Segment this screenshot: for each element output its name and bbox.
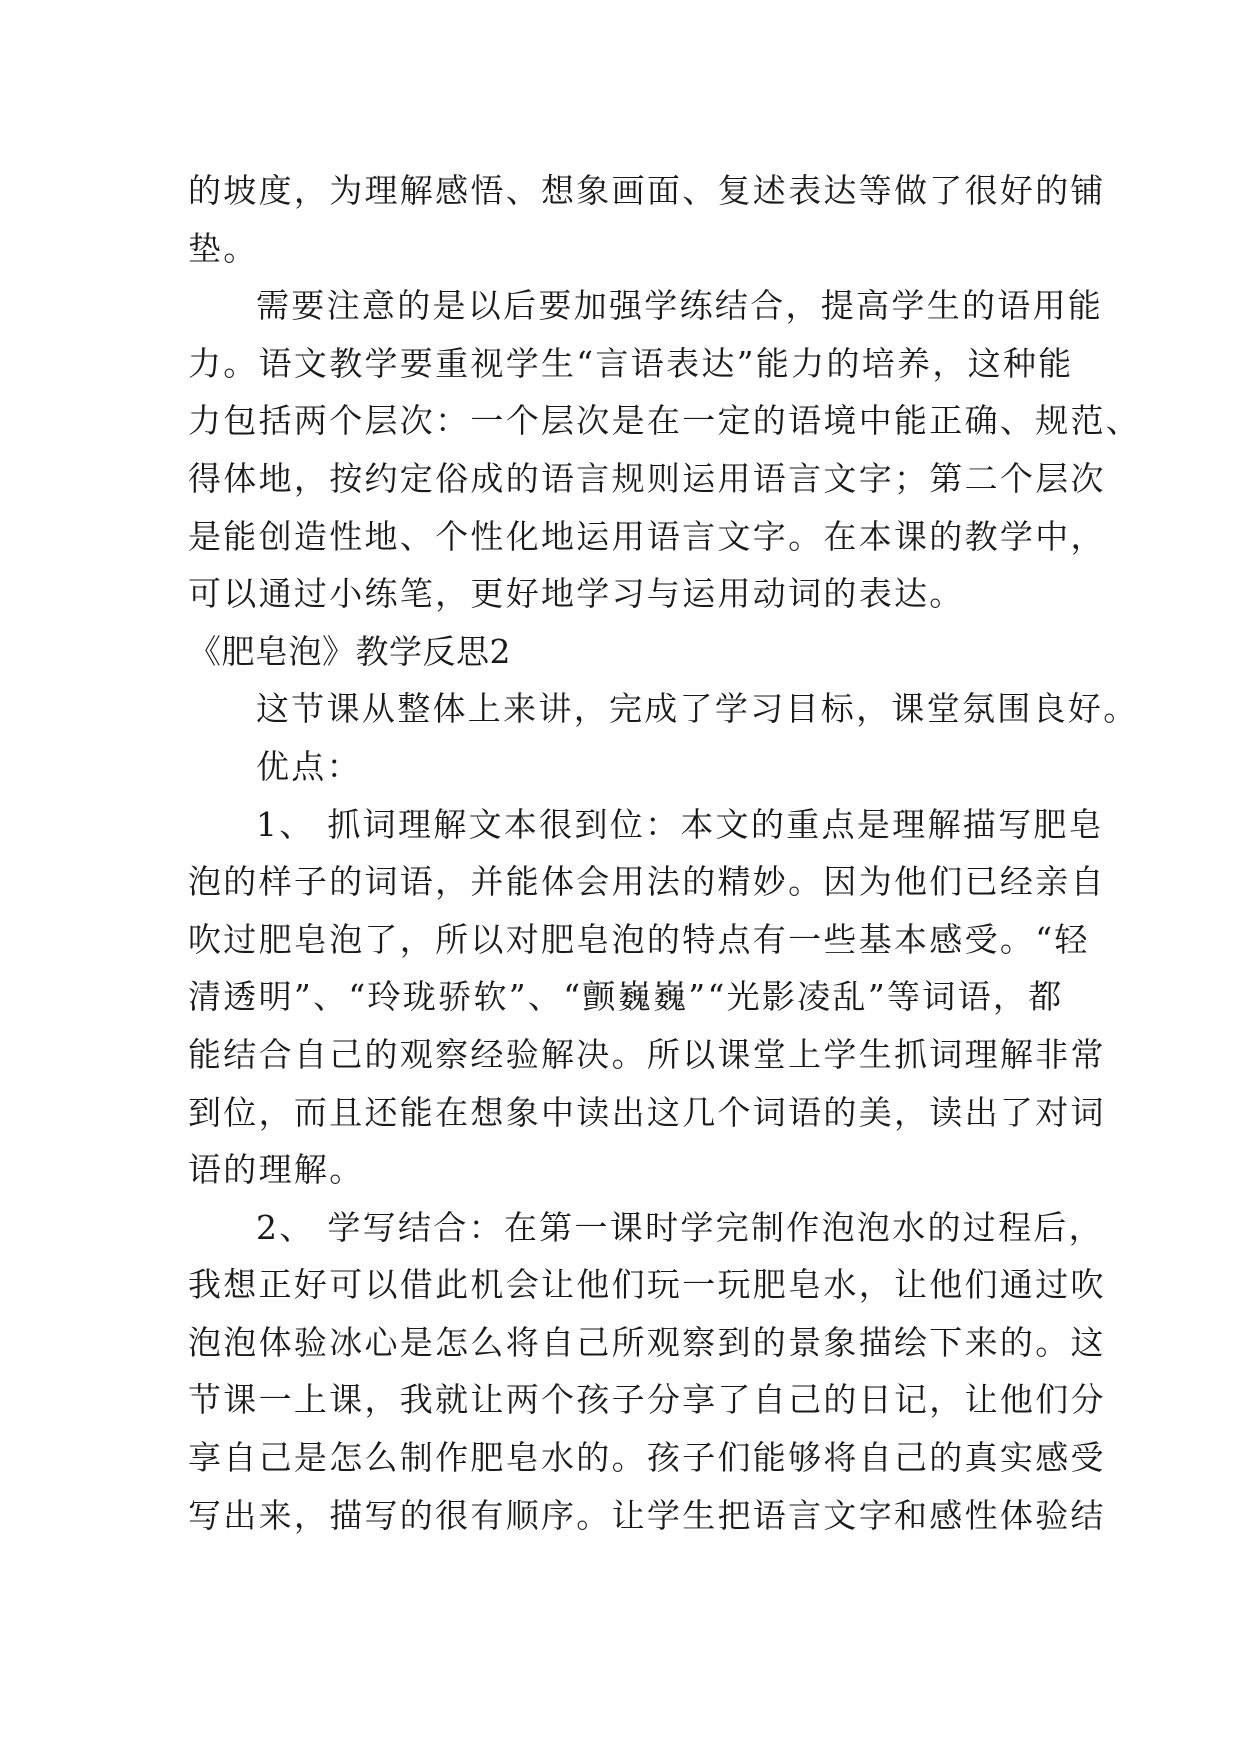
text-line: 这节课从整体上来讲，完成了学习目标，课堂氛围良好。 bbox=[256, 689, 1139, 729]
text-line: 可以通过小练笔，更好地学习与运用动词的表达。 bbox=[188, 574, 965, 614]
paragraph bbox=[188, 680, 1139, 738]
text-line: 泡的样子的词语，并能体会用法的精妙。因为他们已经亲自 bbox=[188, 862, 1106, 902]
text-line: 1、 抓词理解文本很到位：本文的重点是理解描写肥皂 bbox=[256, 804, 1104, 844]
text-line: 垫。 bbox=[188, 228, 259, 268]
text-line: 力包括两个层次：一个层次是在一定的语境中能正确、规范、 bbox=[188, 401, 1142, 441]
paragraph bbox=[188, 623, 1060, 681]
text-line: 我想正好可以借此机会让他们玩一玩肥皂水，让他们通过吹 bbox=[188, 1265, 1106, 1305]
text-line: 写出来，描写的很有顺序。让学生把语言文字和感性体验结 bbox=[188, 1495, 1106, 1535]
text-line: 优点： bbox=[256, 746, 362, 786]
paragraph bbox=[188, 796, 1106, 1199]
text-line: 能结合自己的观察经验解决。所以课堂上学生抓词理解非常 bbox=[188, 1034, 1106, 1074]
text-line: 语的理解。 bbox=[188, 1150, 365, 1190]
text-line: 得体地，按约定俗成的语言规则运用语言文字；第二个层次 bbox=[188, 458, 1106, 498]
text-line: 的坡度，为理解感悟、想象画面、复述表达等做了很好的铺 bbox=[188, 171, 1106, 210]
text-line: 泡泡体验冰心是怎么将自己所观察到的景象描绘下来的。这 bbox=[188, 1322, 1106, 1362]
text-line: 享自己是怎么制作肥皂水的。孩子们能够将自己的真实感受 bbox=[188, 1438, 1106, 1478]
text-line: 吹过肥皂泡了，所以对肥皂泡的特点有一些基本感受。“轻 bbox=[188, 919, 1090, 959]
text-line: 需要注意的是以后要加强学练结合，提高学生的语用能 bbox=[256, 286, 1104, 326]
text-line: 节课一上课，我就让两个孩子分享了自己的日记，让他们分 bbox=[188, 1380, 1106, 1420]
text-line: 到位，而且还能在想象中读出这几个词语的美，读出了对词 bbox=[188, 1092, 1106, 1132]
paragraph bbox=[188, 162, 1106, 277]
text-line: 是能创造性地、个性化地运用语言文字。在本课的教学中， bbox=[188, 516, 1106, 556]
paragraph bbox=[188, 277, 1142, 623]
paragraph bbox=[188, 738, 1060, 796]
document-body bbox=[188, 162, 1142, 1544]
text-line: 力。语文教学要重视学生“言语表达”能力的培养，这种能 bbox=[188, 343, 1074, 383]
text-line: 2、 学写结合：在第一课时学完制作泡泡水的过程后， bbox=[256, 1207, 1104, 1247]
text-line: 清透明”、“玲珑骄软”、“颤巍巍”“光影凌乱”等词语，都 bbox=[188, 977, 1064, 1017]
section-heading: 《肥皂泡》教学反思2 bbox=[188, 631, 511, 671]
paragraph bbox=[188, 1199, 1106, 1545]
